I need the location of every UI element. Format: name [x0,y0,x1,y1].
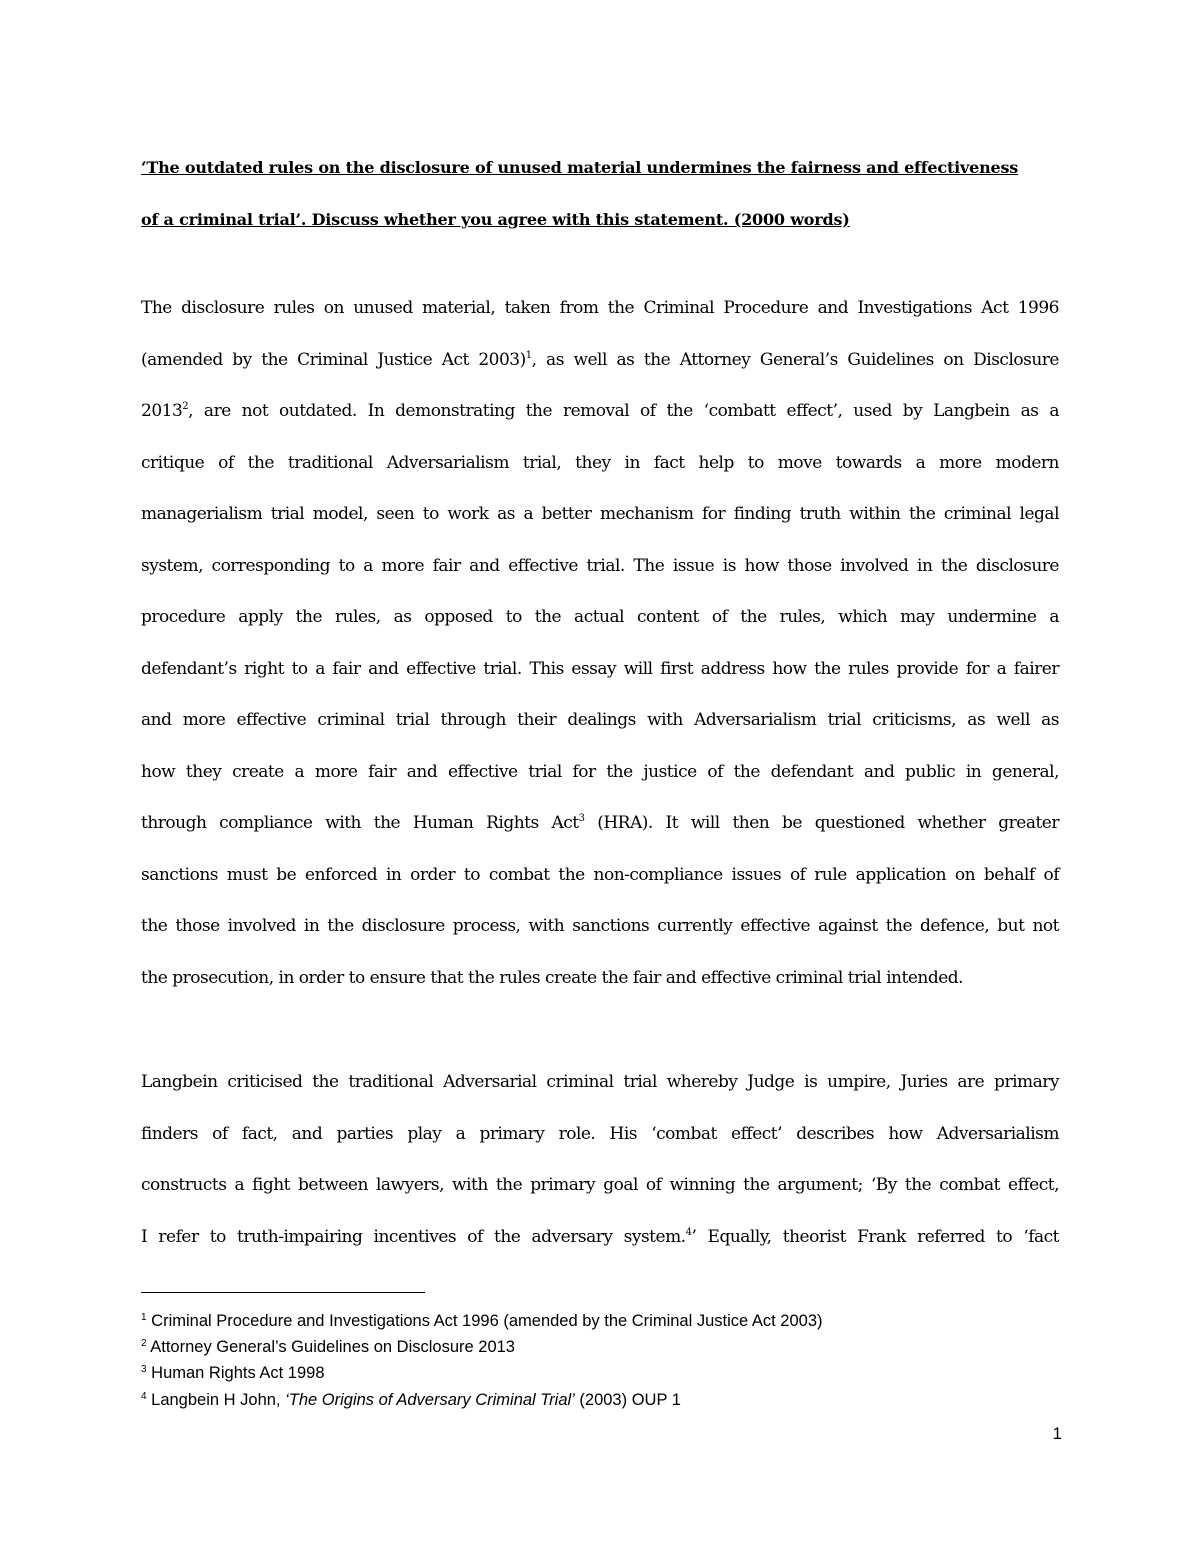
p1-line-6: system, corresponding to a more fair and effective trial. The issue is how those involved in the disclosure [141,555,1059,576]
p1-line-7: procedure apply the rules, as opposed to the actual content of the rules, which may undermine a [141,607,1059,627]
footnote-1: $^1$ Criminal Procedure and Investigations Act 1996 (amended by the Criminal Justice Act 2003) [141,1312,823,1330]
footnote-4: $^4$ Langbein H John, ‘The Origins of Adversary Criminal Trial’ (2003) OUP 1 [141,1391,681,1409]
title-line-2: of a criminal trial’. Discuss whether you agree with this statement. (2000 words) [141,210,850,229]
footnote-3: $^3$ Human Rights Act 1998 [141,1364,325,1382]
p1-line-9: and more effective criminal trial through their dealings with Adversarialism trial criticisms, as well as [141,710,1059,730]
p1-line-5: managerialism trial model, seen to work as a better mechanism for finding truth within the criminal legal [141,504,1059,524]
title-line-1: ‘The outdated rules on the disclosure of unused material undermines the fairness and effectiveness [141,158,1019,177]
p2-line-1: Langbein criticised the traditional Adversarial criminal trial whereby Judge is umpire, Juries are primary [141,1072,1059,1092]
footnote-ref-1[interactable]: 1 [525,349,532,361]
footnote-2: $^2$ Attorney General’s Guidelines on Disclosure 2013 [141,1338,515,1356]
p1-line-12: sanctions must be enforced in order to combat the non-compliance issues of rule application on behalf of [141,864,1059,885]
footnote-ref-4[interactable]: 4 [685,1226,692,1238]
footnote-ref-3[interactable]: 3 [578,813,585,824]
p1-line-4: critique of the traditional Adversarialism trial, they in fact help to move towards a more modern [141,452,1059,473]
p1-line-13: the those involved in the disclosure process, with sanctions currently effective against the defence, but not [141,916,1059,936]
p2-line-2: finders of fact, and parties play a primary role. His ‘combat effect’ describes how Adversarialism [141,1123,1059,1144]
page-number: 1 [1052,1424,1062,1443]
paragraph-1 [141,293,1059,1014]
p1-line-10: how they create a more fair and effective trial for the justice of the defendant and public in general, [141,761,1059,782]
p1-line-1: The disclosure rules on unused material, taken from the Criminal Procedure and Investigations Act 1996 [141,298,1059,318]
footnote-ref-2[interactable]: 2 [182,401,189,412]
p1-line-2: (amended by the Criminal Justice Act 2003)$^1$, as well as the Attorney General’s Guidelines on Disclosure [141,349,1059,370]
p2-line-4: I refer to truth-impairing incentives of the adversary system.$^4$’ Equally, theorist Frank referred to ‘fact [141,1226,1059,1247]
p1-line-14: the prosecution, in order to ensure that the rules create the fair and effective criminal trial intended. [141,967,964,988]
essay-title [141,142,1059,246]
p1-line-8: defendant’s right to a fair and effective trial. This essay will first address how the rules provide for a fairer [141,658,1059,679]
p2-line-3: constructs a fight between lawyers, with the primary goal of winning the argument; ‘By the combat effect, [141,1175,1059,1195]
footnote-separator [141,1292,425,1293]
paragraph-2 [141,1067,1059,1273]
p1-line-11: through compliance with the Human Rights Act$^3$ (HRA). It will then be questioned whether greater [141,813,1059,833]
p1-line-3: 2013$^2$, are not outdated. In demonstrating the removal of the ‘combatt effect’, used by Langbein as a [141,401,1059,421]
